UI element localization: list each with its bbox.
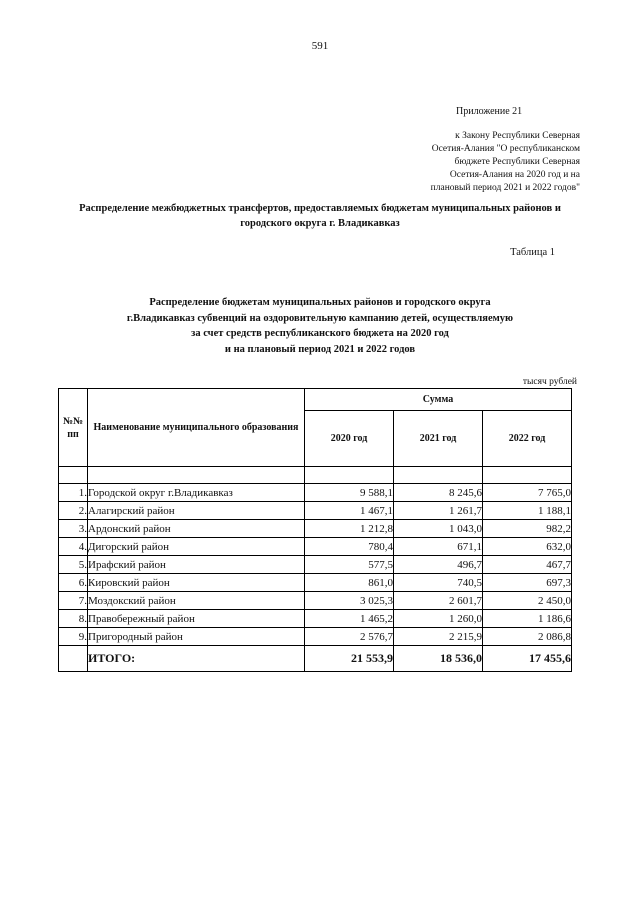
row-value-2022: 697,3	[483, 574, 572, 592]
total-2020: 21 553,9	[305, 646, 394, 672]
subvention-table	[58, 388, 572, 672]
total-2022: 17 455,6	[483, 646, 572, 672]
row-value-2022: 1 186,6	[483, 610, 572, 628]
row-value-2020: 1 212,8	[305, 520, 394, 538]
row-name: Ардонский район	[88, 520, 305, 538]
header-year-2020: 2020 год	[305, 411, 394, 467]
row-value-2020: 2 576,7	[305, 628, 394, 646]
table-row	[59, 592, 572, 610]
row-value-2021: 1 261,7	[394, 502, 483, 520]
row-value-2020: 577,5	[305, 556, 394, 574]
row-number: 2.	[59, 502, 88, 520]
appendix-label: Приложение 21	[456, 106, 523, 117]
row-value-2022: 632,0	[483, 538, 572, 556]
table-label: Таблица 1	[510, 247, 555, 258]
row-name: Моздокский район	[88, 592, 305, 610]
row-value-2022: 2 450,0	[483, 592, 572, 610]
law-reference-line: плановый период 2021 и 2022 годов"	[430, 183, 580, 193]
row-number: 3.	[59, 520, 88, 538]
row-value-2022: 982,2	[483, 520, 572, 538]
law-reference-line: к Закону Республики Северная	[455, 131, 580, 141]
law-reference-line: Осетия-Алания "О республиканском	[431, 144, 580, 154]
row-value-2022: 467,7	[483, 556, 572, 574]
row-number: 7.	[59, 592, 88, 610]
row-value-2021: 2 601,7	[394, 592, 483, 610]
table-row	[59, 574, 572, 592]
row-value-2020: 3 025,3	[305, 592, 394, 610]
header-sum: Сумма	[305, 389, 572, 411]
document-heading	[60, 201, 580, 231]
row-value-2022: 2 086,8	[483, 628, 572, 646]
total-row	[59, 646, 572, 672]
spacer-row	[59, 467, 572, 484]
row-name: Алагирский район	[88, 502, 305, 520]
table-row	[59, 628, 572, 646]
header-name: Наименование муниципального образования	[88, 389, 305, 467]
table-title	[60, 295, 580, 357]
table-row	[59, 502, 572, 520]
empty-cell	[305, 467, 394, 484]
row-name: Городской округ г.Владикавказ	[88, 484, 305, 502]
law-reference-line: бюджете Республики Северная	[454, 157, 580, 167]
total-2021: 18 536,0	[394, 646, 483, 672]
empty-cell	[394, 467, 483, 484]
table-row	[59, 556, 572, 574]
row-value-2020: 1 465,2	[305, 610, 394, 628]
row-value-2021: 496,7	[394, 556, 483, 574]
empty-cell	[88, 467, 305, 484]
heading-line: Распределение межбюджетных трансфертов, предоставляемых бюджетам муниципальных районов и	[79, 203, 561, 214]
row-value-2021: 1 043,0	[394, 520, 483, 538]
total-label: ИТОГО:	[88, 646, 305, 672]
empty-cell	[59, 467, 88, 484]
empty-cell	[59, 646, 88, 672]
header-year-2021: 2021 год	[394, 411, 483, 467]
row-value-2020: 861,0	[305, 574, 394, 592]
header-year-2022: 2022 год	[483, 411, 572, 467]
row-value-2022: 1 188,1	[483, 502, 572, 520]
row-number: 6.	[59, 574, 88, 592]
row-value-2022: 7 765,0	[483, 484, 572, 502]
table-row	[59, 520, 572, 538]
row-name: Кировский район	[88, 574, 305, 592]
law-reference-line: Осетия-Алания на 2020 год и на	[449, 170, 580, 180]
row-name: Ирафский район	[88, 556, 305, 574]
row-number: 9.	[59, 628, 88, 646]
header-number: №№ пп	[59, 389, 88, 467]
row-name: Правобережный район	[88, 610, 305, 628]
table-title-line: г.Владикавказ субвенций на оздоровительную кампанию детей, осуществляемую	[126, 312, 514, 324]
row-number: 5.	[59, 556, 88, 574]
heading-line: городского округа г. Владикавказ	[240, 218, 400, 229]
table-row	[59, 610, 572, 628]
table-title-line: Распределение бюджетам муниципальных районов и городского округа	[149, 297, 491, 308]
row-name: Пригородный район	[88, 628, 305, 646]
table-title-line: за счет средств республиканского бюджета на 2020 год	[191, 328, 449, 339]
row-value-2021: 1 260,0	[394, 610, 483, 628]
units-label: тысяч рублей	[522, 377, 577, 387]
row-number: 4.	[59, 538, 88, 556]
row-value-2020: 780,4	[305, 538, 394, 556]
row-value-2021: 2 215,9	[394, 628, 483, 646]
table-row	[59, 538, 572, 556]
row-value-2021: 8 245,6	[394, 484, 483, 502]
empty-cell	[483, 467, 572, 484]
row-value-2021: 671,1	[394, 538, 483, 556]
row-value-2021: 740,5	[394, 574, 483, 592]
row-number: 1.	[59, 484, 88, 502]
row-name: Дигорский район	[88, 538, 305, 556]
table-title-line: и на плановый период 2021 и 2022 годов	[224, 343, 416, 355]
table-row	[59, 484, 572, 502]
page-number: 591	[311, 40, 329, 52]
row-number: 8.	[59, 610, 88, 628]
row-value-2020: 1 467,1	[305, 502, 394, 520]
row-value-2020: 9 588,1	[305, 484, 394, 502]
law-reference	[404, 130, 580, 195]
